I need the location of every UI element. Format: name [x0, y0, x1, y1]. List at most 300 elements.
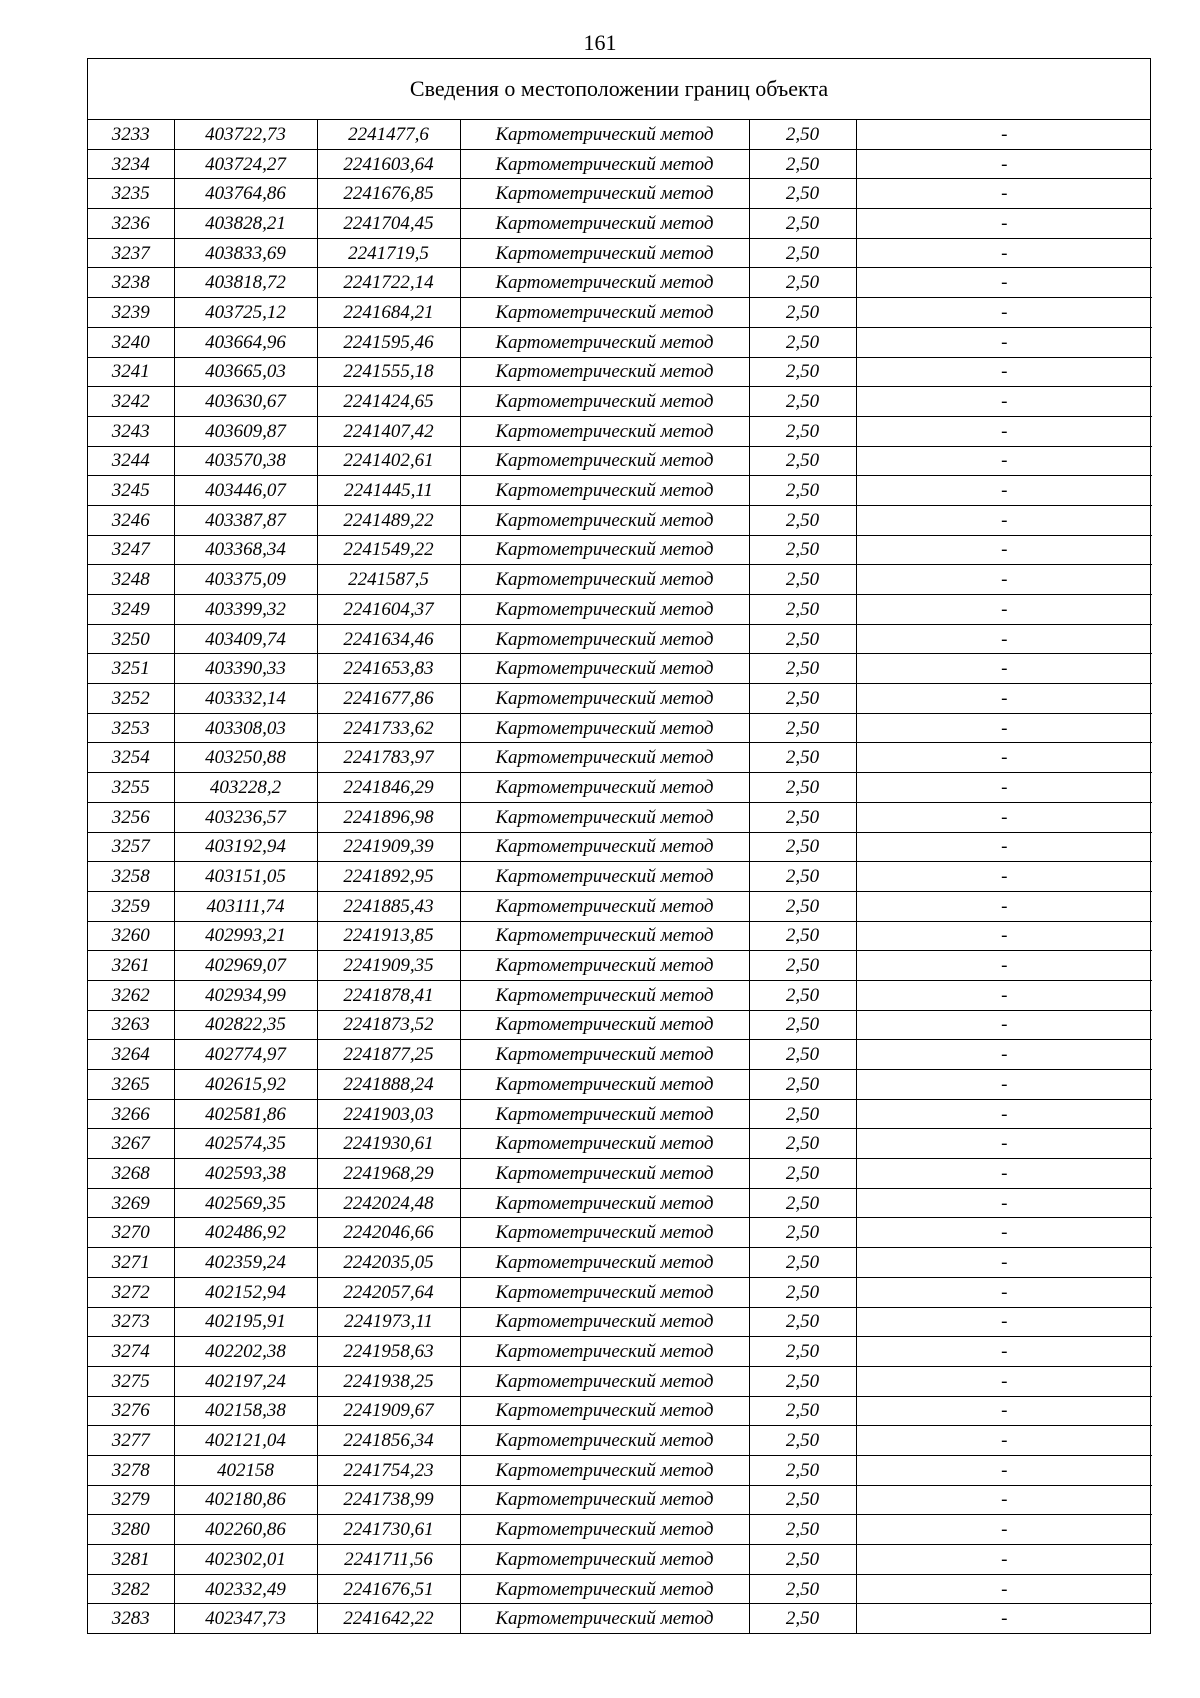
method-cell: Картометрический метод — [460, 684, 749, 714]
point-number-cell: 3280 — [88, 1515, 174, 1545]
method-cell: Картометрический метод — [460, 238, 749, 268]
description-cell: - — [856, 1485, 1152, 1515]
description-cell: - — [856, 1337, 1152, 1367]
description-cell: - — [856, 832, 1152, 862]
x-coordinate-cell: 402486,92 — [174, 1218, 317, 1248]
point-number-cell: 3235 — [88, 179, 174, 209]
method-cell: Картометрический метод — [460, 1040, 749, 1070]
method-cell: Картометрический метод — [460, 505, 749, 535]
x-coordinate-cell: 402993,21 — [174, 921, 317, 951]
accuracy-cell: 2,50 — [749, 1010, 856, 1040]
description-cell: - — [856, 595, 1152, 625]
table-row — [88, 268, 1152, 298]
method-cell: Картометрический метод — [460, 1188, 749, 1218]
x-coordinate-cell: 403390,33 — [174, 654, 317, 684]
page-number: 161 — [583, 30, 617, 55]
method-cell: Картометрический метод — [460, 1426, 749, 1456]
x-coordinate-cell: 402121,04 — [174, 1426, 317, 1456]
table-row — [88, 416, 1152, 446]
method-cell: Картометрический метод — [460, 1337, 749, 1367]
point-number-cell: 3274 — [88, 1337, 174, 1367]
description-cell: - — [856, 149, 1152, 179]
description-cell: - — [856, 951, 1152, 981]
point-number-cell: 3251 — [88, 654, 174, 684]
table-row — [88, 446, 1152, 476]
table-row — [88, 802, 1152, 832]
point-number-cell: 3252 — [88, 684, 174, 714]
point-number-cell: 3245 — [88, 476, 174, 506]
coordinates-table-body — [88, 120, 1152, 1633]
x-coordinate-cell: 403664,96 — [174, 327, 317, 357]
accuracy-cell: 2,50 — [749, 416, 856, 446]
accuracy-cell: 2,50 — [749, 298, 856, 328]
method-cell: Картометрический метод — [460, 209, 749, 239]
description-cell: - — [856, 387, 1152, 417]
method-cell: Картометрический метод — [460, 773, 749, 803]
x-coordinate-cell: 403446,07 — [174, 476, 317, 506]
point-number-cell: 3244 — [88, 446, 174, 476]
table-row — [88, 743, 1152, 773]
method-cell: Картометрический метод — [460, 149, 749, 179]
method-cell: Картометрический метод — [460, 654, 749, 684]
method-cell: Картометрический метод — [460, 980, 749, 1010]
accuracy-cell: 2,50 — [749, 1366, 856, 1396]
method-cell: Картометрический метод — [460, 862, 749, 892]
description-cell: - — [856, 505, 1152, 535]
point-number-cell: 3263 — [88, 1010, 174, 1040]
description-cell: - — [856, 1159, 1152, 1189]
x-coordinate-cell: 402569,35 — [174, 1188, 317, 1218]
method-cell: Картометрический метод — [460, 1307, 749, 1337]
method-cell: Картометрический метод — [460, 1396, 749, 1426]
x-coordinate-cell: 403570,38 — [174, 446, 317, 476]
point-number-cell: 3264 — [88, 1040, 174, 1070]
y-coordinate-cell: 2241783,97 — [317, 743, 460, 773]
x-coordinate-cell: 402359,24 — [174, 1248, 317, 1278]
description-cell: - — [856, 713, 1152, 743]
accuracy-cell: 2,50 — [749, 1545, 856, 1575]
y-coordinate-cell: 2241878,41 — [317, 980, 460, 1010]
x-coordinate-cell: 403387,87 — [174, 505, 317, 535]
point-number-cell: 3261 — [88, 951, 174, 981]
method-cell: Картометрический метод — [460, 713, 749, 743]
method-cell: Картометрический метод — [460, 268, 749, 298]
table-row — [88, 357, 1152, 387]
y-coordinate-cell: 2241722,14 — [317, 268, 460, 298]
method-cell: Картометрический метод — [460, 1129, 749, 1159]
y-coordinate-cell: 2241407,42 — [317, 416, 460, 446]
y-coordinate-cell: 2241888,24 — [317, 1070, 460, 1100]
y-coordinate-cell: 2241555,18 — [317, 357, 460, 387]
y-coordinate-cell: 2242024,48 — [317, 1188, 460, 1218]
point-number-cell: 3255 — [88, 773, 174, 803]
description-cell: - — [856, 476, 1152, 506]
description-cell: - — [856, 1248, 1152, 1278]
description-cell: - — [856, 1455, 1152, 1485]
x-coordinate-cell: 402581,86 — [174, 1099, 317, 1129]
table-row — [88, 476, 1152, 506]
point-number-cell: 3237 — [88, 238, 174, 268]
point-number-cell: 3247 — [88, 535, 174, 565]
accuracy-cell: 2,50 — [749, 1099, 856, 1129]
description-cell: - — [856, 862, 1152, 892]
x-coordinate-cell: 402302,01 — [174, 1545, 317, 1575]
point-number-cell: 3246 — [88, 505, 174, 535]
point-number-cell: 3281 — [88, 1545, 174, 1575]
y-coordinate-cell: 2241733,62 — [317, 713, 460, 743]
x-coordinate-cell: 402347,73 — [174, 1604, 317, 1633]
point-number-cell: 3256 — [88, 802, 174, 832]
y-coordinate-cell: 2241549,22 — [317, 535, 460, 565]
point-number-cell: 3241 — [88, 357, 174, 387]
table-row — [88, 595, 1152, 625]
y-coordinate-cell: 2241595,46 — [317, 327, 460, 357]
y-coordinate-cell: 2241642,22 — [317, 1604, 460, 1633]
method-cell: Картометрический метод — [460, 120, 749, 149]
y-coordinate-cell: 2242035,05 — [317, 1248, 460, 1278]
x-coordinate-cell: 403630,67 — [174, 387, 317, 417]
x-coordinate-cell: 403399,32 — [174, 595, 317, 625]
table-row — [88, 1099, 1152, 1129]
y-coordinate-cell: 2241913,85 — [317, 921, 460, 951]
x-coordinate-cell: 403725,12 — [174, 298, 317, 328]
accuracy-cell: 2,50 — [749, 1485, 856, 1515]
point-number-cell: 3249 — [88, 595, 174, 625]
y-coordinate-cell: 2241930,61 — [317, 1129, 460, 1159]
point-number-cell: 3282 — [88, 1574, 174, 1604]
method-cell: Картометрический метод — [460, 1248, 749, 1278]
table-row — [88, 1485, 1152, 1515]
method-cell: Картометрический метод — [460, 1515, 749, 1545]
accuracy-cell: 2,50 — [749, 951, 856, 981]
x-coordinate-cell: 402593,38 — [174, 1159, 317, 1189]
accuracy-cell: 2,50 — [749, 1070, 856, 1100]
x-coordinate-cell: 403236,57 — [174, 802, 317, 832]
table-row — [88, 921, 1152, 951]
accuracy-cell: 2,50 — [749, 1129, 856, 1159]
method-cell: Картометрический метод — [460, 535, 749, 565]
accuracy-cell: 2,50 — [749, 980, 856, 1010]
point-number-cell: 3278 — [88, 1455, 174, 1485]
x-coordinate-cell: 403833,69 — [174, 238, 317, 268]
method-cell: Картометрический метод — [460, 1545, 749, 1575]
description-cell: - — [856, 891, 1152, 921]
y-coordinate-cell: 2241677,86 — [317, 684, 460, 714]
table-row — [88, 1366, 1152, 1396]
y-coordinate-cell: 2241730,61 — [317, 1515, 460, 1545]
point-number-cell: 3273 — [88, 1307, 174, 1337]
table-row — [88, 238, 1152, 268]
method-cell: Картометрический метод — [460, 446, 749, 476]
x-coordinate-cell: 403375,09 — [174, 565, 317, 595]
table-row — [88, 654, 1152, 684]
method-cell: Картометрический метод — [460, 624, 749, 654]
point-number-cell: 3253 — [88, 713, 174, 743]
y-coordinate-cell: 2241719,5 — [317, 238, 460, 268]
description-cell: - — [856, 743, 1152, 773]
y-coordinate-cell: 2241653,83 — [317, 654, 460, 684]
point-number-cell: 3275 — [88, 1366, 174, 1396]
accuracy-cell: 2,50 — [749, 1337, 856, 1367]
accuracy-cell: 2,50 — [749, 149, 856, 179]
accuracy-cell: 2,50 — [749, 891, 856, 921]
y-coordinate-cell: 2241424,65 — [317, 387, 460, 417]
point-number-cell: 3260 — [88, 921, 174, 951]
description-cell: - — [856, 1366, 1152, 1396]
y-coordinate-cell: 2241968,29 — [317, 1159, 460, 1189]
y-coordinate-cell: 2241684,21 — [317, 298, 460, 328]
y-coordinate-cell: 2241587,5 — [317, 565, 460, 595]
accuracy-cell: 2,50 — [749, 209, 856, 239]
point-number-cell: 3262 — [88, 980, 174, 1010]
point-number-cell: 3277 — [88, 1426, 174, 1456]
method-cell: Картометрический метод — [460, 1010, 749, 1040]
x-coordinate-cell: 402260,86 — [174, 1515, 317, 1545]
method-cell: Картометрический метод — [460, 387, 749, 417]
description-cell: - — [856, 1099, 1152, 1129]
x-coordinate-cell: 403609,87 — [174, 416, 317, 446]
description-cell: - — [856, 1307, 1152, 1337]
y-coordinate-cell: 2242057,64 — [317, 1277, 460, 1307]
method-cell: Картометрический метод — [460, 1099, 749, 1129]
y-coordinate-cell: 2241909,35 — [317, 951, 460, 981]
accuracy-cell: 2,50 — [749, 713, 856, 743]
table-row — [88, 1159, 1152, 1189]
accuracy-cell: 2,50 — [749, 268, 856, 298]
y-coordinate-cell: 2241738,99 — [317, 1485, 460, 1515]
y-coordinate-cell: 2241856,34 — [317, 1426, 460, 1456]
point-number-cell: 3259 — [88, 891, 174, 921]
method-cell: Картометрический метод — [460, 1277, 749, 1307]
accuracy-cell: 2,50 — [749, 1277, 856, 1307]
description-cell: - — [856, 1070, 1152, 1100]
x-coordinate-cell: 403228,2 — [174, 773, 317, 803]
description-cell: - — [856, 654, 1152, 684]
point-number-cell: 3279 — [88, 1485, 174, 1515]
method-cell: Картометрический метод — [460, 1455, 749, 1485]
method-cell: Картометрический метод — [460, 1070, 749, 1100]
y-coordinate-cell: 2241892,95 — [317, 862, 460, 892]
y-coordinate-cell: 2241711,56 — [317, 1545, 460, 1575]
accuracy-cell: 2,50 — [749, 921, 856, 951]
table-row — [88, 1248, 1152, 1278]
point-number-cell: 3239 — [88, 298, 174, 328]
table-row — [88, 1040, 1152, 1070]
method-cell: Картометрический метод — [460, 743, 749, 773]
method-cell: Картометрический метод — [460, 595, 749, 625]
table-row — [88, 1188, 1152, 1218]
method-cell: Картометрический метод — [460, 476, 749, 506]
point-number-cell: 3242 — [88, 387, 174, 417]
table-row — [88, 120, 1152, 149]
description-cell: - — [856, 1010, 1152, 1040]
accuracy-cell: 2,50 — [749, 1307, 856, 1337]
description-cell: - — [856, 327, 1152, 357]
y-coordinate-cell: 2241402,61 — [317, 446, 460, 476]
description-cell: - — [856, 1040, 1152, 1070]
x-coordinate-cell: 402152,94 — [174, 1277, 317, 1307]
accuracy-cell: 2,50 — [749, 832, 856, 862]
point-number-cell: 3236 — [88, 209, 174, 239]
method-cell: Картометрический метод — [460, 951, 749, 981]
point-number-cell: 3248 — [88, 565, 174, 595]
point-number-cell: 3250 — [88, 624, 174, 654]
table-row — [88, 951, 1152, 981]
point-number-cell: 3269 — [88, 1188, 174, 1218]
y-coordinate-cell: 2241445,11 — [317, 476, 460, 506]
method-cell: Картометрический метод — [460, 179, 749, 209]
table-row — [88, 565, 1152, 595]
accuracy-cell: 2,50 — [749, 1188, 856, 1218]
y-coordinate-cell: 2241634,46 — [317, 624, 460, 654]
method-cell: Картометрический метод — [460, 1604, 749, 1633]
table-row — [88, 1010, 1152, 1040]
description-cell: - — [856, 980, 1152, 1010]
accuracy-cell: 2,50 — [749, 120, 856, 149]
y-coordinate-cell: 2241909,67 — [317, 1396, 460, 1426]
point-number-cell: 3266 — [88, 1099, 174, 1129]
description-cell: - — [856, 1277, 1152, 1307]
x-coordinate-cell: 402202,38 — [174, 1337, 317, 1367]
point-number-cell: 3258 — [88, 862, 174, 892]
table-row — [88, 1307, 1152, 1337]
accuracy-cell: 2,50 — [749, 684, 856, 714]
accuracy-cell: 2,50 — [749, 1604, 856, 1633]
table-row — [88, 149, 1152, 179]
table-row — [88, 1545, 1152, 1575]
y-coordinate-cell: 2241477,6 — [317, 120, 460, 149]
accuracy-cell: 2,50 — [749, 1574, 856, 1604]
x-coordinate-cell: 403764,86 — [174, 179, 317, 209]
table-row — [88, 713, 1152, 743]
point-number-cell: 3233 — [88, 120, 174, 149]
method-cell: Картометрический метод — [460, 921, 749, 951]
table-row — [88, 1396, 1152, 1426]
y-coordinate-cell: 2241873,52 — [317, 1010, 460, 1040]
table-row — [88, 535, 1152, 565]
table-row — [88, 1218, 1152, 1248]
point-number-cell: 3276 — [88, 1396, 174, 1426]
description-cell: - — [856, 357, 1152, 387]
point-number-cell: 3270 — [88, 1218, 174, 1248]
description-cell: - — [856, 1188, 1152, 1218]
coordinates-table — [88, 120, 1152, 1633]
accuracy-cell: 2,50 — [749, 1396, 856, 1426]
y-coordinate-cell: 2241903,03 — [317, 1099, 460, 1129]
x-coordinate-cell: 402180,86 — [174, 1485, 317, 1515]
accuracy-cell: 2,50 — [749, 743, 856, 773]
description-cell: - — [856, 1604, 1152, 1633]
point-number-cell: 3271 — [88, 1248, 174, 1278]
accuracy-cell: 2,50 — [749, 535, 856, 565]
table-row — [88, 179, 1152, 209]
y-coordinate-cell: 2241604,37 — [317, 595, 460, 625]
method-cell: Картометрический метод — [460, 802, 749, 832]
method-cell: Картометрический метод — [460, 832, 749, 862]
accuracy-cell: 2,50 — [749, 773, 856, 803]
y-coordinate-cell: 2241885,43 — [317, 891, 460, 921]
accuracy-cell: 2,50 — [749, 1515, 856, 1545]
description-cell: - — [856, 238, 1152, 268]
description-cell: - — [856, 684, 1152, 714]
x-coordinate-cell: 402332,49 — [174, 1574, 317, 1604]
table-row — [88, 298, 1152, 328]
description-cell: - — [856, 773, 1152, 803]
y-coordinate-cell: 2241896,98 — [317, 802, 460, 832]
table-row — [88, 1604, 1152, 1633]
method-cell: Картометрический метод — [460, 1485, 749, 1515]
description-cell: - — [856, 268, 1152, 298]
accuracy-cell: 2,50 — [749, 446, 856, 476]
x-coordinate-cell: 402158,38 — [174, 1396, 317, 1426]
accuracy-cell: 2,50 — [749, 1159, 856, 1189]
x-coordinate-cell: 403818,72 — [174, 268, 317, 298]
accuracy-cell: 2,50 — [749, 387, 856, 417]
y-coordinate-cell: 2241489,22 — [317, 505, 460, 535]
table-row — [88, 1070, 1152, 1100]
point-number-cell: 3272 — [88, 1277, 174, 1307]
accuracy-cell: 2,50 — [749, 1455, 856, 1485]
point-number-cell: 3265 — [88, 1070, 174, 1100]
y-coordinate-cell: 2241704,45 — [317, 209, 460, 239]
description-cell: - — [856, 1545, 1152, 1575]
table-row — [88, 773, 1152, 803]
method-cell: Картометрический метод — [460, 298, 749, 328]
x-coordinate-cell: 403665,03 — [174, 357, 317, 387]
point-number-cell: 3243 — [88, 416, 174, 446]
table-row — [88, 327, 1152, 357]
method-cell: Картометрический метод — [460, 565, 749, 595]
y-coordinate-cell: 2241846,29 — [317, 773, 460, 803]
y-coordinate-cell: 2241938,25 — [317, 1366, 460, 1396]
accuracy-cell: 2,50 — [749, 238, 856, 268]
y-coordinate-cell: 2241958,63 — [317, 1337, 460, 1367]
point-number-cell: 3234 — [88, 149, 174, 179]
point-number-cell: 3254 — [88, 743, 174, 773]
point-number-cell: 3283 — [88, 1604, 174, 1633]
x-coordinate-cell: 402774,97 — [174, 1040, 317, 1070]
boundary-table-frame — [87, 58, 1151, 1634]
accuracy-cell: 2,50 — [749, 1426, 856, 1456]
x-coordinate-cell: 403828,21 — [174, 209, 317, 239]
description-cell: - — [856, 1515, 1152, 1545]
method-cell: Картометрический метод — [460, 1574, 749, 1604]
x-coordinate-cell: 402197,24 — [174, 1366, 317, 1396]
x-coordinate-cell: 403724,27 — [174, 149, 317, 179]
method-cell: Картометрический метод — [460, 416, 749, 446]
accuracy-cell: 2,50 — [749, 1248, 856, 1278]
description-cell: - — [856, 1426, 1152, 1456]
x-coordinate-cell: 402969,07 — [174, 951, 317, 981]
description-cell: - — [856, 535, 1152, 565]
y-coordinate-cell: 2241603,64 — [317, 149, 460, 179]
method-cell: Картометрический метод — [460, 1366, 749, 1396]
y-coordinate-cell: 2241973,11 — [317, 1307, 460, 1337]
description-cell: - — [856, 921, 1152, 951]
x-coordinate-cell: 403332,14 — [174, 684, 317, 714]
table-row — [88, 1515, 1152, 1545]
accuracy-cell: 2,50 — [749, 505, 856, 535]
y-coordinate-cell: 2241676,51 — [317, 1574, 460, 1604]
x-coordinate-cell: 403250,88 — [174, 743, 317, 773]
table-row — [88, 980, 1152, 1010]
point-number-cell: 3268 — [88, 1159, 174, 1189]
table-row — [88, 684, 1152, 714]
description-cell: - — [856, 1574, 1152, 1604]
accuracy-cell: 2,50 — [749, 327, 856, 357]
x-coordinate-cell: 402822,35 — [174, 1010, 317, 1040]
description-cell: - — [856, 120, 1152, 149]
